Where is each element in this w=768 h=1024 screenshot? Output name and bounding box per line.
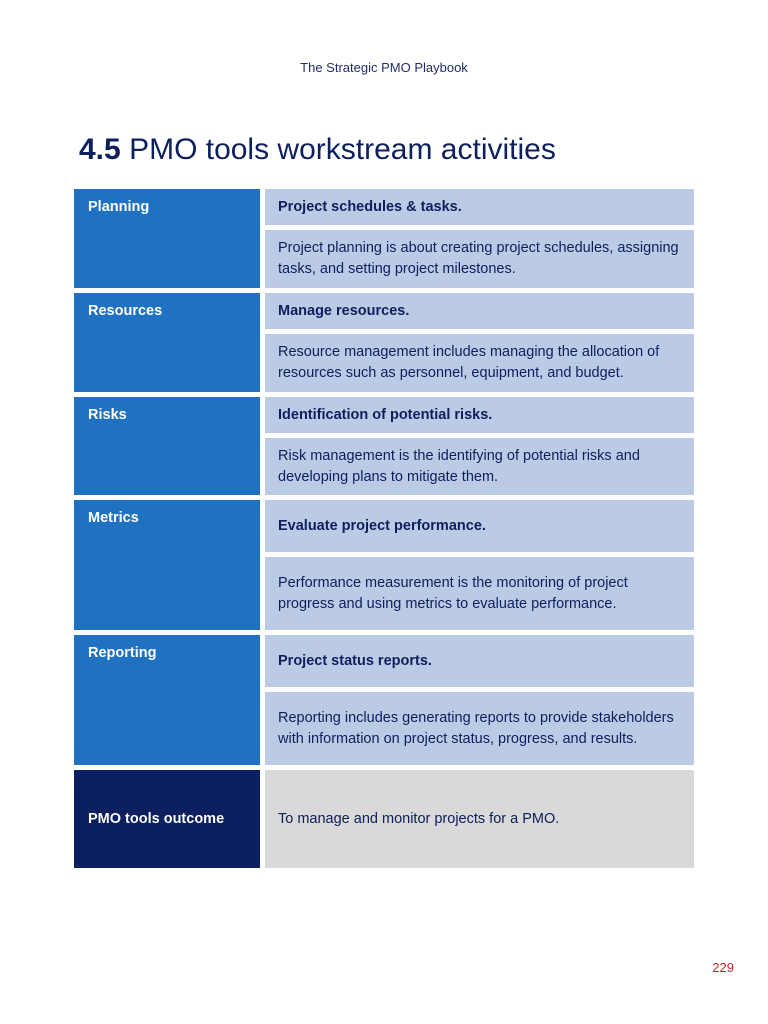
category-cell: Risks <box>74 397 260 495</box>
activity-description: Resource management includes managing the allocation of resources such as personnel, equipment, and budget. <box>265 334 694 392</box>
category-cell: Resources <box>74 293 260 392</box>
page-number: 229 <box>712 960 734 975</box>
table-row <box>74 635 694 765</box>
table-row <box>74 500 694 630</box>
activity-description: Project planning is about creating project schedules, assigning tasks, and setting project milestones. <box>265 230 694 288</box>
section-number: 4.5 <box>79 133 121 166</box>
outcome-label: PMO tools outcome <box>74 770 260 868</box>
activities-table <box>74 189 694 873</box>
outcome-text: To manage and monitor projects for a PMO. <box>265 770 694 868</box>
activity-heading: Evaluate project performance. <box>265 500 694 552</box>
outcome-row <box>74 770 694 868</box>
category-cell: Metrics <box>74 500 260 630</box>
activity-heading: Identification of potential risks. <box>265 397 694 433</box>
activity-description: Reporting includes generating reports to provide stakeholders with information on project status, progress, and results. <box>265 692 694 765</box>
table-row <box>74 189 694 288</box>
activity-description: Risk management is the identifying of potential risks and developing plans to mitigate them. <box>265 438 694 495</box>
section-title-text: PMO tools workstream activities <box>129 133 556 166</box>
activity-heading: Project status reports. <box>265 635 694 687</box>
table-row <box>74 397 694 495</box>
section-title <box>79 130 556 170</box>
activity-description: Performance measurement is the monitoring of project progress and using metrics to evaluate performance. <box>265 557 694 630</box>
category-cell: Planning <box>74 189 260 288</box>
category-cell: Reporting <box>74 635 260 765</box>
activity-heading: Manage resources. <box>265 293 694 329</box>
table-row <box>74 293 694 392</box>
running-header: The Strategic PMO Playbook <box>300 60 468 75</box>
activity-heading: Project schedules & tasks. <box>265 189 694 225</box>
